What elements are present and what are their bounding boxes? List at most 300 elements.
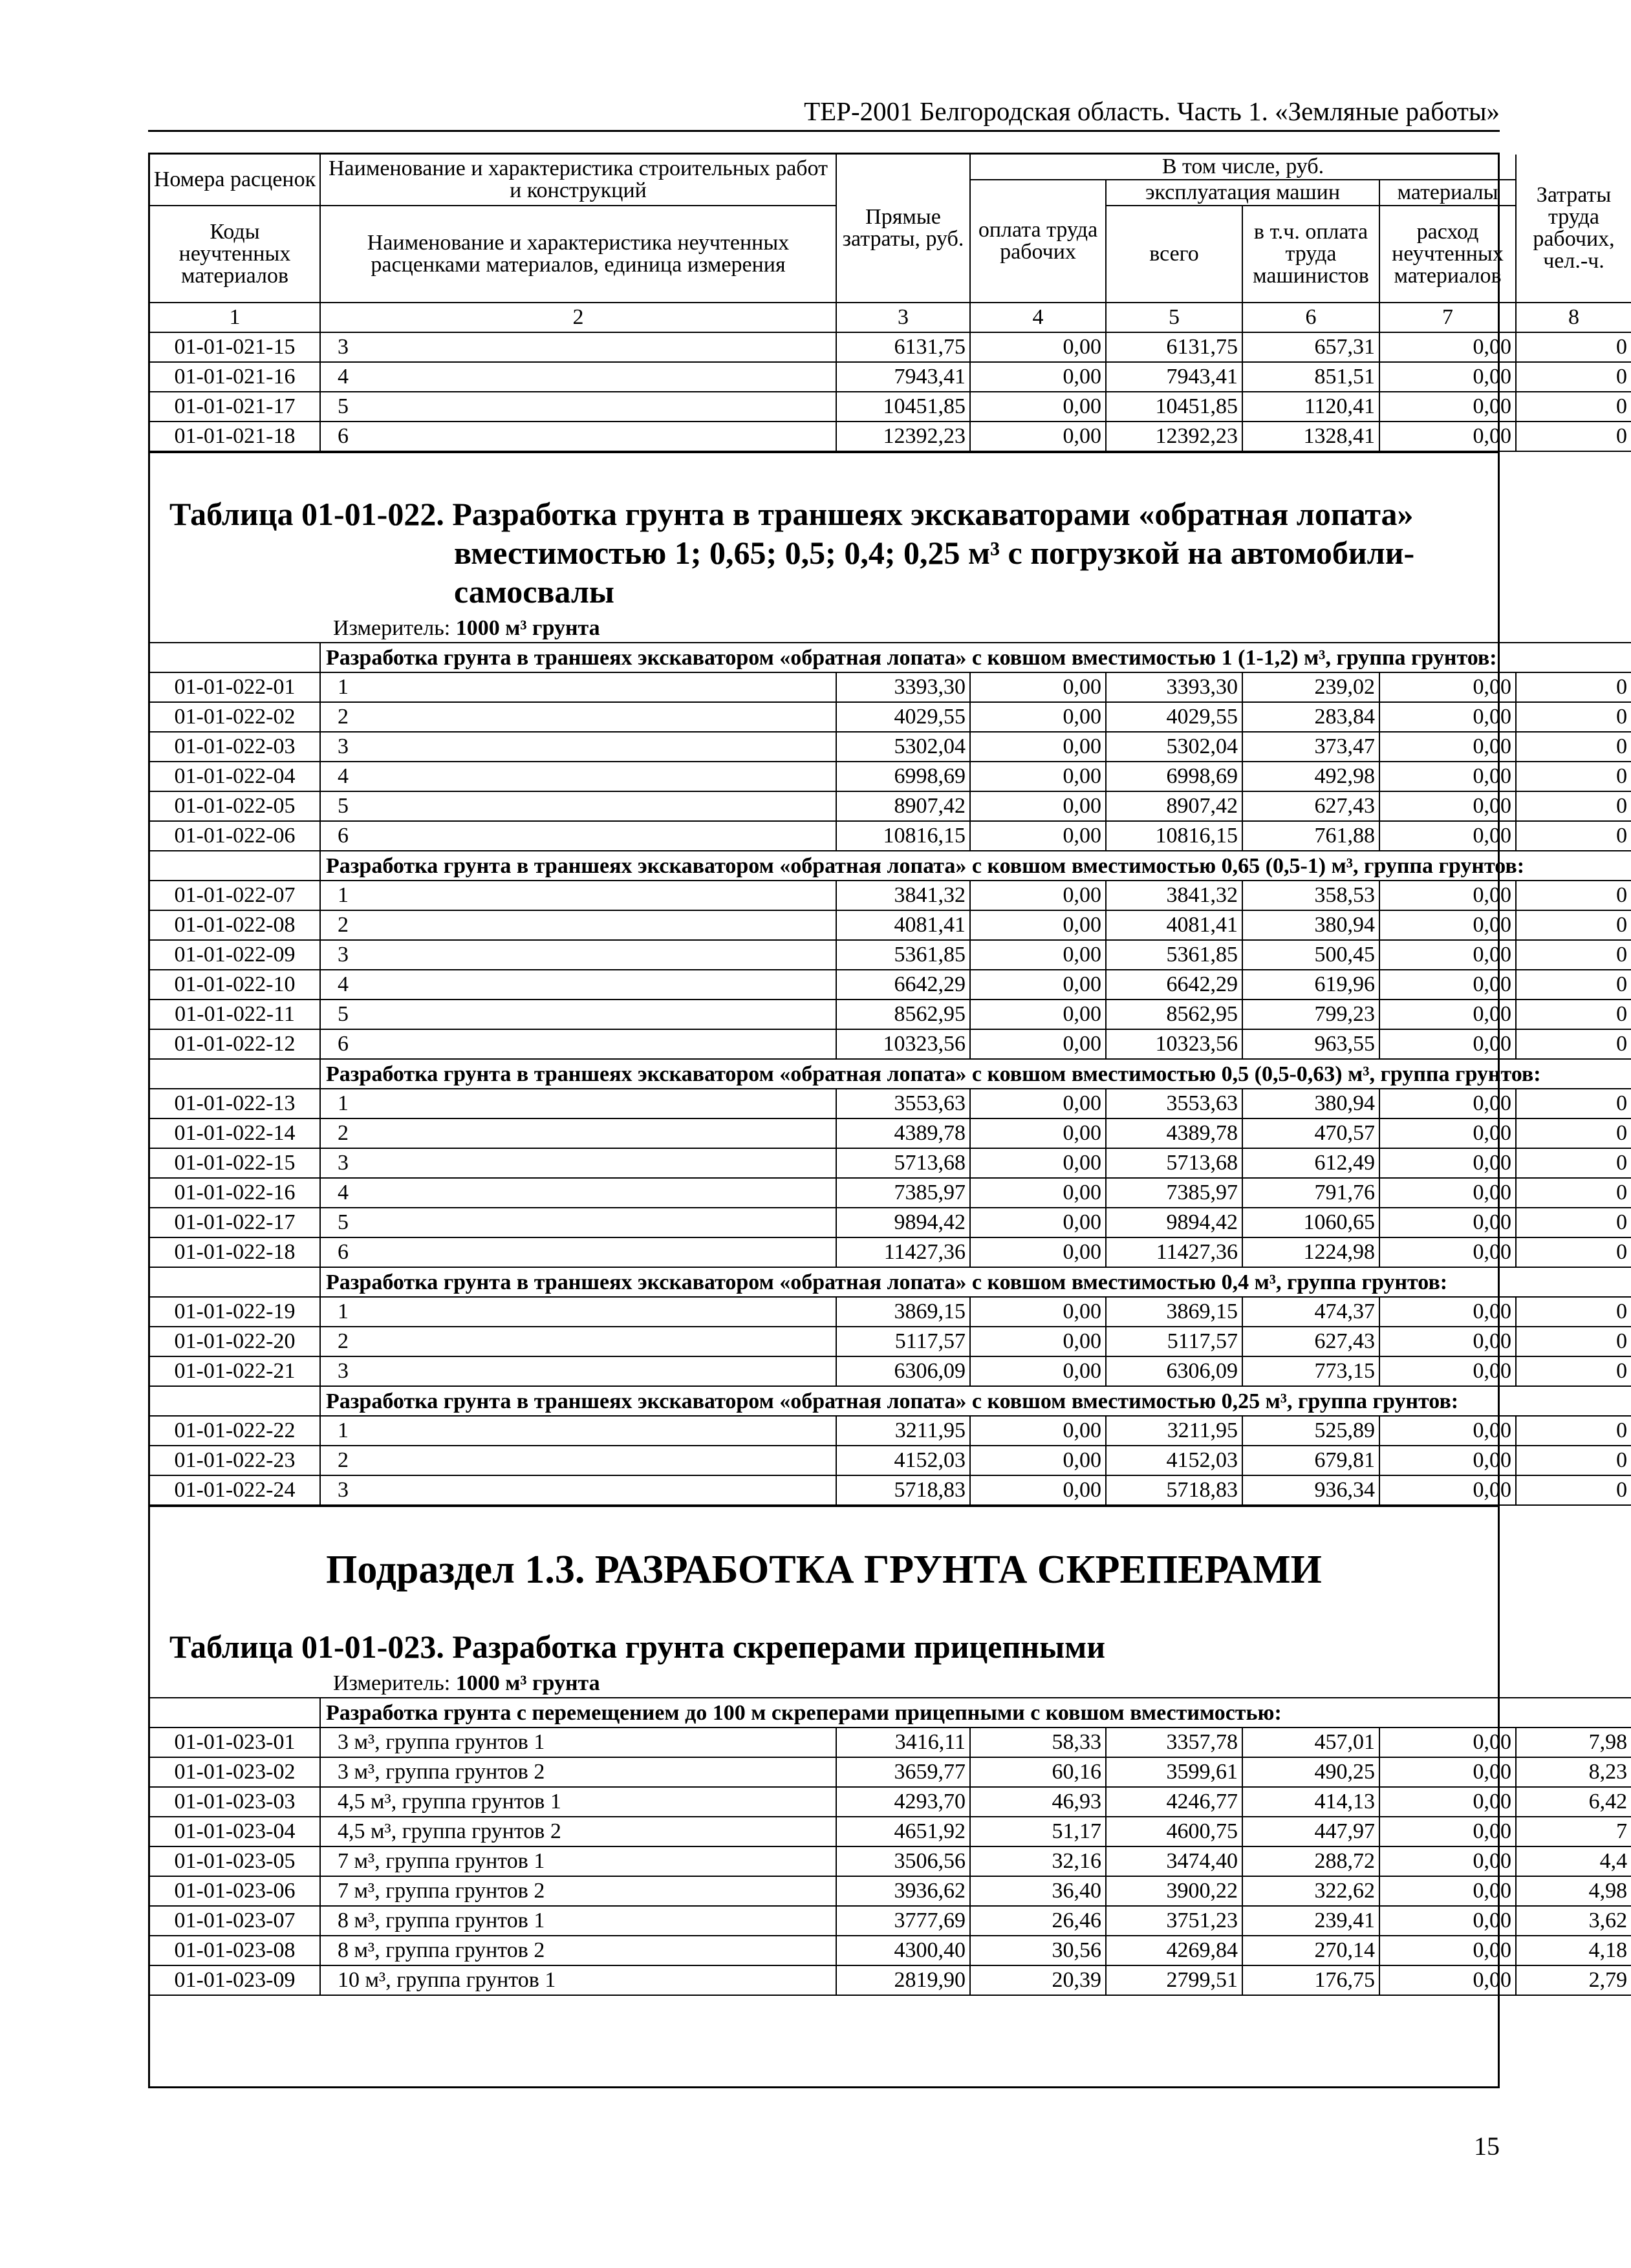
rate-description: 8 м³, группа грунтов 1 [320,1906,836,1936]
worker-wages: 30,56 [970,1936,1106,1965]
labor-hours: 8,23 [1516,1757,1631,1787]
worker-wages: 0,00 [970,1446,1106,1475]
direct-costs: 11427,36 [836,1237,970,1267]
rate-description: 1 [320,1089,836,1118]
worker-wages: 0,00 [970,970,1106,1000]
measure-label: Измеритель: [333,1671,451,1695]
worker-wages: 51,17 [970,1817,1106,1846]
operator-wages: 627,43 [1242,791,1379,821]
rate-code: 01-01-022-14 [150,1118,320,1148]
rate-code: 01-01-022-20 [150,1327,320,1356]
operator-wages: 490,25 [1242,1757,1379,1787]
material-costs: 0,00 [1379,762,1516,791]
rate-code: 01-01-022-18 [150,1237,320,1267]
operator-wages: 525,89 [1242,1416,1379,1446]
running-header: ТЕР-2001 Белгородская область. Часть 1. «Земляные работы» [804,96,1500,126]
machine-costs-total: 3553,63 [1106,1089,1242,1118]
operator-wages: 414,13 [1242,1787,1379,1817]
operator-wages: 447,97 [1242,1817,1379,1846]
rate-description: 2 [320,1327,836,1356]
direct-costs: 3936,62 [836,1876,970,1906]
labor-hours: 0 [1516,762,1631,791]
direct-costs: 7943,41 [836,362,970,392]
worker-wages: 0,00 [970,821,1106,851]
machine-costs-total: 3357,78 [1106,1728,1242,1757]
group-header-row [150,1059,1631,1089]
group-title: Разработка грунта в траншеях экскаватором «обратная лопата» с ковшом вместимостью 0,4 м³, группа грунтов: [320,1267,1631,1297]
worker-wages: 0,00 [970,1327,1106,1356]
rate-code: 01-01-023-05 [150,1846,320,1876]
table-022 [150,642,1631,1506]
machine-costs-total: 3211,95 [1106,1416,1242,1446]
labor-hours: 0 [1516,1297,1631,1327]
rate-description: 6 [320,1029,836,1059]
labor-hours: 0 [1516,821,1631,851]
direct-costs: 6998,69 [836,762,970,791]
rate-code: 01-01-023-06 [150,1876,320,1906]
rate-description: 5 [320,1000,836,1029]
operator-wages: 773,15 [1242,1356,1379,1386]
direct-costs: 3553,63 [836,1089,970,1118]
material-costs: 0,00 [1379,881,1516,910]
group-header-row [150,1386,1631,1416]
direct-costs: 6131,75 [836,332,970,362]
rate-description: 1 [320,1416,836,1446]
column-number: 4 [970,303,1106,332]
operator-wages: 358,53 [1242,881,1379,910]
operator-wages: 380,94 [1242,1089,1379,1118]
labor-hours: 0 [1516,1237,1631,1267]
direct-costs: 3506,56 [836,1846,970,1876]
operator-wages: 761,88 [1242,821,1379,851]
labor-hours: 0 [1516,1000,1631,1029]
table-row [150,332,1631,362]
group-spacer [150,1698,320,1728]
worker-wages: 0,00 [970,1029,1106,1059]
labor-hours: 0 [1516,1475,1631,1505]
rate-code: 01-01-022-19 [150,1297,320,1327]
labor-hours: 0 [1516,1416,1631,1446]
table-row [150,1757,1631,1787]
labor-hours: 0 [1516,422,1631,451]
direct-costs: 4300,40 [836,1936,970,1965]
direct-costs: 5713,68 [836,1148,970,1178]
operator-wages: 239,41 [1242,1906,1379,1936]
machine-costs-total: 9894,42 [1106,1208,1242,1237]
table-023 [150,1697,1631,1996]
operator-wages: 612,49 [1242,1148,1379,1178]
worker-wages: 0,00 [970,1000,1106,1029]
machine-costs-total: 11427,36 [1106,1237,1242,1267]
header-materials: материалы [1379,180,1516,206]
rate-code: 01-01-022-24 [150,1475,320,1505]
machine-costs-total: 4246,77 [1106,1787,1242,1817]
material-costs: 0,00 [1379,702,1516,732]
table-row [150,1416,1631,1446]
table-row [150,362,1631,392]
direct-costs: 10323,56 [836,1029,970,1059]
worker-wages: 0,00 [970,1178,1106,1208]
rate-code: 01-01-022-22 [150,1416,320,1446]
rate-code: 01-01-023-09 [150,1965,320,1995]
rate-code: 01-01-022-02 [150,702,320,732]
header-machines-total: всего [1106,206,1242,303]
labor-hours: 7 [1516,1817,1631,1846]
table-row [150,910,1631,940]
worker-wages: 0,00 [970,332,1106,362]
direct-costs: 9894,42 [836,1208,970,1237]
header-machines: эксплуатация машин [1106,180,1379,206]
operator-wages: 474,37 [1242,1297,1379,1327]
table-023-title: Таблица 01-01-023. Разработка грунта скреперами прицепными [169,1629,1106,1665]
direct-costs: 3659,77 [836,1757,970,1787]
rate-description: 4 [320,762,836,791]
worker-wages: 0,00 [970,1297,1106,1327]
rate-description: 4 [320,1178,836,1208]
rate-code: 01-01-022-03 [150,732,320,762]
worker-wages: 58,33 [970,1728,1106,1757]
operator-wages: 380,94 [1242,910,1379,940]
material-costs: 0,00 [1379,1297,1516,1327]
table-row [150,970,1631,1000]
rate-code: 01-01-021-18 [150,422,320,451]
rate-description: 3 [320,1475,836,1505]
direct-costs: 3393,30 [836,672,970,702]
column-number: 7 [1379,303,1516,332]
labor-hours: 0 [1516,1356,1631,1386]
labor-hours: 0 [1516,332,1631,362]
operator-wages: 457,01 [1242,1728,1379,1757]
direct-costs: 8562,95 [836,1000,970,1029]
table-row [150,1029,1631,1059]
labor-hours: 0 [1516,1029,1631,1059]
rate-code: 01-01-022-07 [150,881,320,910]
operator-wages: 851,51 [1242,362,1379,392]
rate-description: 3 [320,732,836,762]
rate-description: 10 м³, группа грунтов 1 [320,1965,836,1995]
direct-costs: 2819,90 [836,1965,970,1995]
material-costs: 0,00 [1379,1416,1516,1446]
table-row [150,1148,1631,1178]
rate-code: 01-01-021-17 [150,392,320,422]
table-row [150,1728,1631,1757]
labor-hours: 0 [1516,940,1631,970]
worker-wages: 0,00 [970,1237,1106,1267]
page-frame [148,153,1628,2088]
rate-code: 01-01-022-23 [150,1446,320,1475]
machine-costs-total: 10323,56 [1106,1029,1242,1059]
worker-wages: 0,00 [970,910,1106,940]
labor-hours: 0 [1516,1118,1631,1148]
labor-hours: 0 [1516,1208,1631,1237]
rate-description: 4 [320,970,836,1000]
machine-costs-total: 5713,68 [1106,1148,1242,1178]
direct-costs: 5117,57 [836,1327,970,1356]
worker-wages: 0,00 [970,881,1106,910]
labor-hours: 0 [1516,1178,1631,1208]
direct-costs: 4651,92 [836,1817,970,1846]
material-costs: 0,00 [1379,1089,1516,1118]
table-022-body [150,643,1631,1505]
labor-hours: 0 [1516,1446,1631,1475]
material-costs: 0,00 [1379,1936,1516,1965]
rate-description: 5 [320,1208,836,1237]
group-header-row [150,851,1631,881]
labor-hours: 0 [1516,392,1631,422]
column-number: 2 [320,303,836,332]
machine-costs-total: 3869,15 [1106,1297,1242,1327]
rate-code: 01-01-023-08 [150,1936,320,1965]
subsection-1-3 [150,1506,1498,1697]
rate-description: 4,5 м³, группа грунтов 1 [320,1787,836,1817]
table-row [150,940,1631,970]
worker-wages: 0,00 [970,362,1106,392]
labor-hours: 7,98 [1516,1728,1631,1757]
operator-wages: 283,84 [1242,702,1379,732]
material-costs: 0,00 [1379,1965,1516,1995]
rate-code: 01-01-022-04 [150,762,320,791]
machine-costs-total: 3900,22 [1106,1876,1242,1906]
rate-code: 01-01-022-13 [150,1089,320,1118]
rate-code: 01-01-022-21 [150,1356,320,1386]
machine-costs-total: 5117,57 [1106,1327,1242,1356]
worker-wages: 0,00 [970,1416,1106,1446]
material-costs: 0,00 [1379,1757,1516,1787]
material-costs: 0,00 [1379,1728,1516,1757]
rate-code: 01-01-022-17 [150,1208,320,1237]
operator-wages: 176,75 [1242,1965,1379,1995]
group-title: Разработка грунта в траншеях экскаватором «обратная лопата» с ковшом вместимостью 0,25 м³, группа грунтов: [320,1386,1631,1416]
machine-costs-total: 10451,85 [1106,392,1242,422]
direct-costs: 10451,85 [836,392,970,422]
table-row [150,1327,1631,1356]
labor-hours: 0 [1516,362,1631,392]
rate-description: 3 [320,332,836,362]
column-number: 8 [1516,303,1631,332]
table-022-title-line2: вместимостью 1; 0,65; 0,5; 0,4; 0,25 м³ с погрузкой на автомобили- [454,535,1415,571]
rate-code: 01-01-023-01 [150,1728,320,1757]
rate-code: 01-01-022-08 [150,910,320,940]
table-row [150,672,1631,702]
worker-wages: 20,39 [970,1965,1106,1995]
operator-wages: 1120,41 [1242,392,1379,422]
group-spacer [150,643,320,672]
rate-description: 3 [320,940,836,970]
table-022-measure [150,615,1498,642]
rate-code: 01-01-022-11 [150,1000,320,1029]
group-spacer [150,1267,320,1297]
machine-costs-total: 3751,23 [1106,1906,1242,1936]
material-costs: 0,00 [1379,332,1516,362]
material-costs: 0,00 [1379,392,1516,422]
rate-code: 01-01-022-01 [150,672,320,702]
rate-description: 3 [320,1148,836,1178]
direct-costs: 4293,70 [836,1787,970,1817]
operator-wages: 492,98 [1242,762,1379,791]
machine-costs-total: 8562,95 [1106,1000,1242,1029]
material-costs: 0,00 [1379,1178,1516,1208]
operator-wages: 373,47 [1242,732,1379,762]
material-costs: 0,00 [1379,732,1516,762]
group-header-row [150,643,1631,672]
group-spacer [150,851,320,881]
rate-description: 6 [320,821,836,851]
machine-costs-total: 6306,09 [1106,1356,1242,1386]
labor-hours: 0 [1516,791,1631,821]
machine-costs-total: 7943,41 [1106,362,1242,392]
table-row [150,1906,1631,1936]
table-row [150,1936,1631,1965]
material-costs: 0,00 [1379,1475,1516,1505]
direct-costs: 7385,97 [836,1178,970,1208]
labor-hours: 0 [1516,1089,1631,1118]
operator-wages: 470,57 [1242,1118,1379,1148]
operator-wages: 1224,98 [1242,1237,1379,1267]
rate-description: 5 [320,791,836,821]
table-022-heading [150,452,1498,642]
machine-costs-total: 3474,40 [1106,1846,1242,1876]
machine-costs-total: 5718,83 [1106,1475,1242,1505]
direct-costs: 4029,55 [836,702,970,732]
machine-costs-total: 4081,41 [1106,910,1242,940]
group-title: Разработка грунта в траншеях экскаватором «обратная лопата» с ковшом вместимостью 0,65 (0,5-1) м³, группа грунтов: [320,851,1631,881]
worker-wages: 0,00 [970,672,1106,702]
header-labor-costs: Затраты труда рабочих, чел.-ч. [1516,155,1631,303]
material-costs: 0,00 [1379,1327,1516,1356]
worker-wages: 0,00 [970,1475,1106,1505]
labor-hours: 6,42 [1516,1787,1631,1817]
machine-costs-total: 4152,03 [1106,1446,1242,1475]
table-022-title-line3: самосвалы [454,573,614,610]
table-row [150,1446,1631,1475]
column-number: 1 [150,303,320,332]
table-row [150,762,1631,791]
rate-description: 6 [320,422,836,451]
labor-hours: 0 [1516,672,1631,702]
labor-hours: 0 [1516,1148,1631,1178]
material-costs: 0,00 [1379,362,1516,392]
material-costs: 0,00 [1379,1356,1516,1386]
table-row [150,1817,1631,1846]
direct-costs: 3211,95 [836,1416,970,1446]
rate-description: 6 [320,1237,836,1267]
rate-code: 01-01-022-16 [150,1178,320,1208]
worker-wages: 0,00 [970,1148,1106,1178]
table-row [150,1876,1631,1906]
measure-value: 1000 м³ грунта [455,1671,600,1695]
rate-description: 1 [320,1297,836,1327]
worker-wages: 46,93 [970,1787,1106,1817]
table-row [150,821,1631,851]
table-row [150,392,1631,422]
direct-costs: 3869,15 [836,1297,970,1327]
worker-wages: 0,00 [970,791,1106,821]
rate-code: 01-01-022-15 [150,1148,320,1178]
operator-wages: 270,14 [1242,1936,1379,1965]
rate-description: 4 [320,362,836,392]
header-table [150,155,1631,452]
operator-wages: 936,34 [1242,1475,1379,1505]
worker-wages: 0,00 [970,1356,1106,1386]
rate-description: 3 [320,1356,836,1386]
group-spacer [150,1059,320,1089]
group-header-row [150,1267,1631,1297]
rate-description: 2 [320,1446,836,1475]
machine-costs-total: 10816,15 [1106,821,1242,851]
header-including: В том числе, руб. [970,155,1516,180]
direct-costs: 8907,42 [836,791,970,821]
labor-hours: 2,79 [1516,1965,1631,1995]
table-row [150,1787,1631,1817]
material-costs: 0,00 [1379,791,1516,821]
subsection-title: Подраздел 1.3. РАЗРАБОТКА ГРУНТА СКРЕПЕРАМИ [326,1548,1322,1592]
table-022-title [150,495,1498,611]
rate-description: 8 м³, группа грунтов 2 [320,1936,836,1965]
rate-code: 01-01-022-09 [150,940,320,970]
material-costs: 0,00 [1379,1906,1516,1936]
labor-hours: 0 [1516,1327,1631,1356]
header-material-use: расход неучтенных материалов [1379,206,1516,303]
column-numbers-row [150,303,1631,332]
material-costs: 0,00 [1379,422,1516,451]
table-row [150,1846,1631,1876]
machine-costs-total: 2799,51 [1106,1965,1242,1995]
worker-wages: 0,00 [970,732,1106,762]
material-costs: 0,00 [1379,1876,1516,1906]
table-023-measure [150,1670,1498,1697]
header-codes: Номера расценок [150,155,320,206]
rate-description: 3 м³, группа грунтов 1 [320,1728,836,1757]
machine-costs-total: 4269,84 [1106,1936,1242,1965]
rate-code: 01-01-021-16 [150,362,320,392]
direct-costs: 6306,09 [836,1356,970,1386]
labor-hours: 4,18 [1516,1936,1631,1965]
material-costs: 0,00 [1379,672,1516,702]
direct-costs: 3777,69 [836,1906,970,1936]
rate-code: 01-01-022-06 [150,821,320,851]
rate-description: 4,5 м³, группа грунтов 2 [320,1817,836,1846]
header-unaccounted-name: Наименование и характеристика неучтенных расценками материалов, единица измерения [320,206,836,303]
worker-wages: 0,00 [970,1208,1106,1237]
rate-description: 2 [320,910,836,940]
material-costs: 0,00 [1379,940,1516,970]
labor-hours: 0 [1516,732,1631,762]
direct-costs: 6642,29 [836,970,970,1000]
machine-costs-total: 7385,97 [1106,1178,1242,1208]
header-operators-wages: в т.ч. оплата труда машинистов [1242,206,1379,303]
measure-label: Измеритель: [333,616,451,640]
rate-code: 01-01-022-05 [150,791,320,821]
worker-wages: 36,40 [970,1876,1106,1906]
material-costs: 0,00 [1379,970,1516,1000]
rate-code: 01-01-022-12 [150,1029,320,1059]
operator-wages: 657,31 [1242,332,1379,362]
table-022-title-line1: Таблица 01-01-022. Разработка грунта в траншеях экскаваторами «обратная лопата» [169,496,1414,532]
material-costs: 0,00 [1379,1446,1516,1475]
material-costs: 0,00 [1379,1237,1516,1267]
machine-costs-total: 12392,23 [1106,422,1242,451]
operator-wages: 239,02 [1242,672,1379,702]
table-row [150,881,1631,910]
machine-costs-total: 8907,42 [1106,791,1242,821]
operator-wages: 679,81 [1242,1446,1379,1475]
group-header-row [150,1698,1631,1728]
direct-costs: 12392,23 [836,422,970,451]
header-rule [148,130,1500,132]
rate-code: 01-01-022-10 [150,970,320,1000]
worker-wages: 0,00 [970,422,1106,451]
table-023-body [150,1698,1631,1995]
